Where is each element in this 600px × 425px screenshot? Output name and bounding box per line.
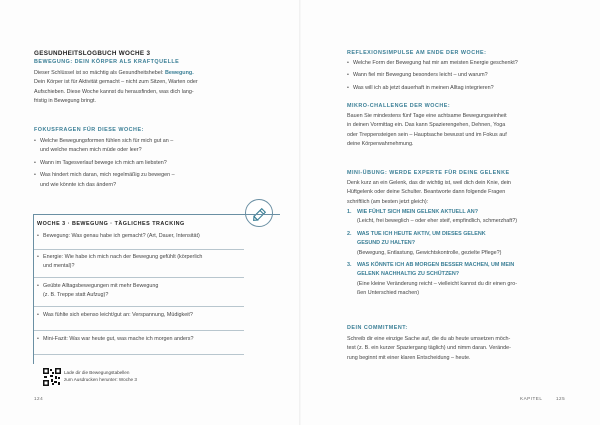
joint-questions — [347, 208, 587, 299]
track-item: • Mini-Fazit: Was war heute gut, was mache ich morgen anders? — [37, 335, 277, 344]
write-line — [34, 330, 244, 331]
mini-challenge-text: Bauen Sie mindestens fünf Tage eine achtsame Bewegungseinheit in deinen Vormittag ein. Das kann Spazierengehen, Dehnen, Yoga oder Treppensteigen sein – Hauptsache bewusst und im Fokus auf deine Körperwahrnehmung. — [347, 113, 507, 148]
intro-line: Aufschieben. Diese Woche kannst du herausfinden, was dich lang- — [34, 88, 194, 95]
write-line — [34, 354, 244, 355]
write-line — [34, 306, 244, 307]
right-page — [300, 0, 600, 425]
track-item-cont: und mental)? — [43, 263, 75, 269]
answer-hint-2: (Bewegung, Entlastung, Gewichtskontrolle, gezielte Pflege?) — [357, 249, 502, 256]
question-1: 1. WIE FÜHLT SICH MEIN GELENK AKTUELL AN? — [347, 209, 478, 215]
intro-line: Dein Körper ist für Aktivität gemacht – nicht zum Sitzen, Warten oder — [34, 79, 198, 86]
intro-line: Dieser Schlüssel ist so mächtig als Gesundheitshebel: Bewegung. — [34, 70, 194, 76]
reflect-list — [347, 59, 577, 93]
reflect-heading: REFLEXIONSIMPULSE AM ENDE DER WOCHE: — [347, 50, 487, 56]
joint-heading: MINI-ÜBUNG: WERDE EXPERTE FÜR DEINE GELENKE — [347, 170, 510, 176]
track-item-cont: (z. B. Treppe statt Aufzug)? — [43, 292, 109, 298]
mini-challenge-heading: MIKRO-CHALLENGE DER WOCHE: — [347, 103, 451, 109]
focus-list — [34, 137, 274, 190]
reflect-item: • Welche Form der Bewegung hat mir am meisten Energie geschenkt? — [347, 59, 577, 68]
write-line — [34, 249, 244, 250]
focus-item-cont: und wie könnte ich das ändern? — [40, 181, 117, 188]
qr-note: Lade dir die Bewegungstabellen zum Ausdrucken herunter: Woche 3 — [64, 370, 137, 382]
answer-hint-3-cont: ßen Unterschied machen) — [357, 290, 420, 297]
tracking-heading: WOCHE 3 · BEWEGUNG · TÄGLICHES TRACKING — [37, 221, 185, 227]
reflect-item: • Was will ich ab jetzt dauerhaft in meinen Alltag integrieren? — [347, 84, 577, 93]
tracking-box — [33, 214, 280, 364]
reflect-item: • Wann fiel mir Bewegung besonders leicht – und warum? — [347, 71, 577, 80]
focus-item: • Welche Bewegungsformen fühlen sich für mich gut an – — [34, 137, 274, 146]
track-item: • Energie: Wie habe ich mich nach der Bewegung gefühlt (körperlich — [37, 253, 277, 262]
page-label: KAPITEL — [520, 396, 543, 401]
intro-paragraph — [34, 69, 274, 107]
answer-hint-1: (Leicht, frei beweglich – oder eher steif, empfindlich, schmerzhaft?) — [357, 218, 517, 225]
section-subtitle: BEWEGUNG: DEIN KÖRPER ALS KRAFTQUELLE — [34, 59, 180, 65]
logbook-title: GESUNDHEITSLOGBUCH WOCHE 3 — [34, 50, 151, 57]
intro-line: fristig in Bewegung bringt. — [34, 98, 97, 105]
track-item: • Geübte Alltagsbewegungen mit mehr Bewegung — [37, 282, 277, 291]
question-3: 3. WAS KÖNNTE ICH AB MORGEN BESSER MACHEN, UM MEIN — [347, 262, 515, 269]
commitment-text: Schreib dir eine einzige Sache auf, die du ab heute umsetzen möch- test (z. B. ein kurzer Spaziergang täglich) und nimm daran. Verände- rung beginnt mit einer klaren Entscheidung – heute. — [347, 336, 511, 361]
page-number-left: 124 — [34, 396, 44, 401]
focus-heading: FOKUSFRAGEN FÜR DIESE WOCHE: — [34, 127, 144, 133]
joint-intro: Denk kurz an ein Gelenk, das dir wichtig ist, weil dich dein Knie, dein Hüftgelenk oder deine Schulter. Beantworte dann folgende Fragen schriftlich (am besten jetzt gleich): — [347, 180, 511, 205]
answer-hint-3: (Eine kleine Veränderung reicht – vielleicht kannst du dir einen gro- — [357, 280, 518, 287]
focus-item: • Was hindert mich daran, mich regelmäßig zu bewegen – — [34, 171, 274, 180]
focus-item-cont: und welche machen mich müde oder leer? — [40, 147, 142, 154]
question-2: 2. WAS TUE ICH HEUTE AKTIV, UM DIESES GELENK — [347, 230, 486, 237]
write-line — [34, 277, 244, 278]
qr-code-icon[interactable] — [43, 368, 61, 386]
commitment-heading: DEIN COMMITMENT: — [347, 325, 408, 331]
track-item: • Bewegung: Was genau habe ich gemacht? (Art, Dauer, Intensität) — [37, 232, 277, 241]
track-item: • Was fühlte sich ebenso leicht/gut an: Verspannung, Müdigkeit? — [37, 311, 277, 320]
page-number-right: 125 — [556, 396, 566, 401]
question-2-cont: GESUND ZU HALTEN? — [357, 240, 415, 247]
question-3-cont: GELENK NACHHALTIG ZU SCHÜTZEN? — [357, 271, 460, 278]
focus-item: • Wann im Tagesverlauf bewege ich mich am liebsten? — [34, 159, 274, 168]
